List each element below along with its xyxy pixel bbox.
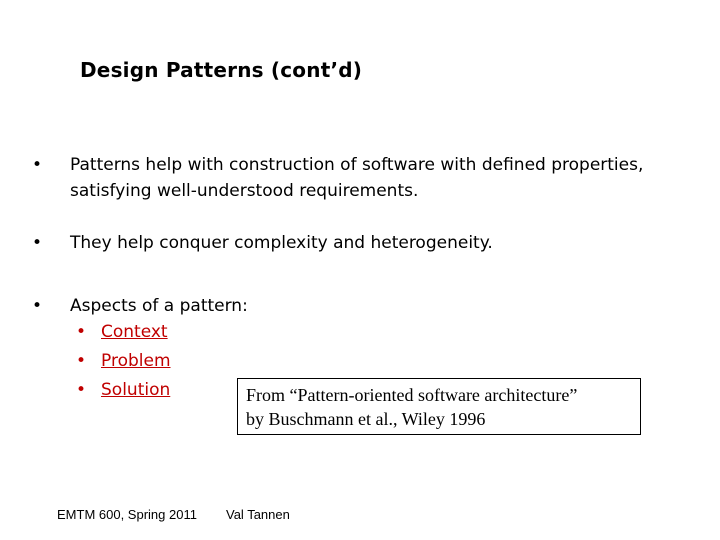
bullet-text	[70, 230, 493, 256]
sub-bullet-marker: •	[76, 351, 87, 371]
bullet-text	[70, 293, 248, 319]
bullet-line: Patterns help with construction of software with defined properties,	[70, 155, 644, 175]
sub-bullet-marker: •	[76, 322, 87, 342]
citation-box	[237, 378, 641, 435]
solution-link[interactable]: Solution	[101, 380, 171, 400]
footer-course: EMTM 600, Spring 2011	[57, 507, 197, 522]
bullet-marker: •	[32, 296, 43, 316]
slide-title: Design Patterns (cont’d)	[80, 58, 363, 82]
bullet-line: They help conquer complexity and heterogeneity.	[70, 233, 493, 253]
bullet-line: satisfying well-understood requirements.	[70, 181, 419, 201]
citation-line-2: by Buschmann et al., Wiley 1996	[246, 409, 486, 429]
bullet-text	[70, 152, 643, 204]
problem-link[interactable]: Problem	[101, 351, 171, 371]
context-link[interactable]: Context	[101, 322, 168, 342]
bullet-marker: •	[32, 155, 43, 175]
sub-bullet-marker: •	[76, 380, 87, 400]
footer-author: Val Tannen	[226, 507, 290, 522]
bullet-line: Aspects of a pattern:	[70, 296, 248, 316]
citation-line-1: From “Pattern-oriented software architecture”	[246, 385, 578, 405]
bullet-marker: •	[32, 233, 43, 253]
